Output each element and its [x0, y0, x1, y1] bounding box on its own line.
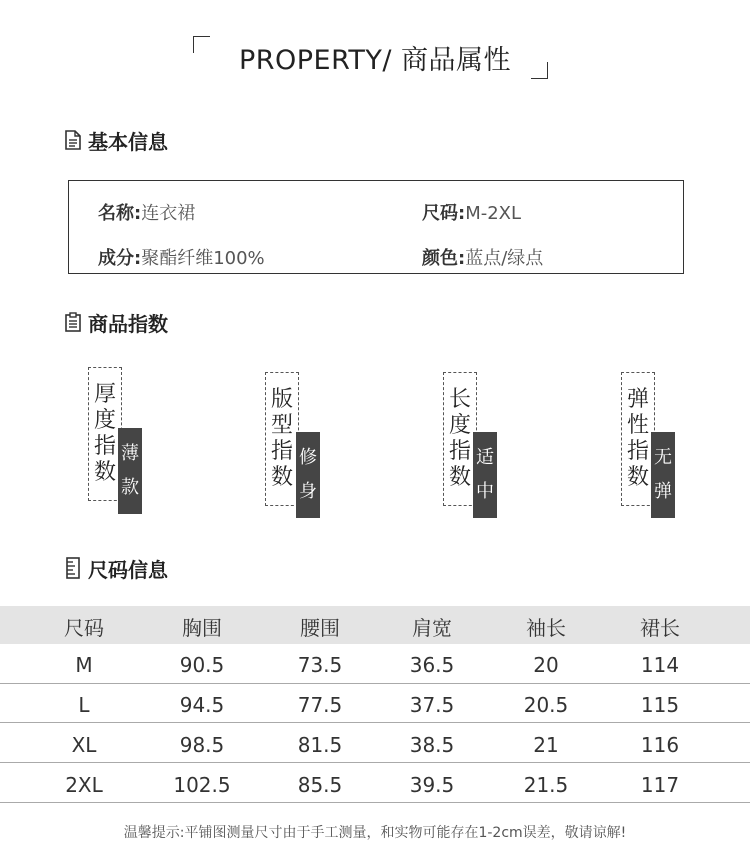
- table-row-divider: [0, 762, 750, 763]
- table-cell: 20.5: [523, 693, 569, 717]
- document-icon: [62, 129, 84, 151]
- clipboard-icon: [62, 311, 84, 333]
- index-value-elasticity: 无 弹: [651, 432, 675, 518]
- table-cell: 21: [533, 733, 559, 757]
- section-heading-basic: [62, 127, 168, 153]
- index-label-elasticity: 弹 性 指 数: [621, 372, 655, 506]
- table-cell: 116: [640, 733, 680, 757]
- disclaimer-note: 温馨提示:平铺图测量尺寸由于手工测量，和实物可能存在1-2cm误差，敬请谅解!: [123, 825, 627, 841]
- section-title: 商品指数: [88, 311, 168, 336]
- index-value-length: 适 中: [473, 432, 497, 518]
- table-cell: L: [78, 693, 90, 717]
- table-header: 袖长: [526, 616, 566, 640]
- info-material: [98, 244, 265, 270]
- table-cell: 2XL: [65, 773, 103, 797]
- table-cell: 37.5: [409, 693, 455, 717]
- table-cell: 81.5: [297, 733, 343, 757]
- table-header: 腰围: [300, 616, 340, 640]
- ruler-icon: [62, 557, 84, 579]
- section-title: 尺码信息: [88, 557, 168, 582]
- index-label-thickness: 厚 度 指 数: [88, 367, 122, 501]
- info-key: 成分:: [98, 248, 142, 269]
- table-row-divider: [0, 683, 750, 684]
- table-cell: 73.5: [297, 653, 343, 677]
- table-cell: 114: [640, 653, 680, 677]
- table-cell: 94.5: [179, 693, 225, 717]
- index-label-length: 长 度 指 数: [443, 372, 477, 506]
- index-label-fit: 版 型 指 数: [265, 372, 299, 506]
- table-cell: 115: [640, 693, 680, 717]
- info-key: 尺码:: [422, 203, 466, 224]
- info-color: [422, 244, 543, 270]
- table-row-divider: [0, 802, 750, 803]
- info-size: [422, 199, 521, 225]
- index-value-thickness: 薄 款: [118, 428, 142, 514]
- table-cell: 117: [640, 773, 680, 797]
- table-header: 胸围: [182, 616, 222, 640]
- section-title: 基本信息: [88, 129, 168, 154]
- info-value: 蓝点/绿点: [465, 248, 544, 269]
- table-header: 裙长: [640, 616, 680, 640]
- info-value: 聚酯纤维100%: [141, 248, 265, 269]
- table-cell: 38.5: [409, 733, 455, 757]
- table-cell: 20: [533, 653, 559, 677]
- page-title: PROPERTY/ 商品属性: [238, 45, 512, 76]
- info-key: 名称:: [98, 203, 142, 224]
- table-cell: 36.5: [409, 653, 455, 677]
- table-cell: XL: [71, 733, 97, 757]
- info-value: M-2XL: [465, 203, 522, 224]
- table-cell: 98.5: [179, 733, 225, 757]
- table-header: 肩宽: [412, 616, 452, 640]
- table-cell: 90.5: [179, 653, 225, 677]
- section-heading-index: [62, 309, 168, 335]
- info-name: [98, 199, 195, 225]
- info-value: 连衣裙: [141, 203, 196, 224]
- table-cell: M: [75, 653, 93, 677]
- table-cell: 21.5: [523, 773, 569, 797]
- info-key: 颜色:: [422, 248, 466, 269]
- table-cell: 85.5: [297, 773, 343, 797]
- index-value-fit: 修 身: [296, 432, 320, 518]
- table-cell: 77.5: [297, 693, 343, 717]
- table-row-divider: [0, 722, 750, 723]
- section-heading-size: [62, 555, 168, 581]
- table-header: 尺码: [64, 616, 104, 640]
- table-cell: 39.5: [409, 773, 455, 797]
- table-cell: 102.5: [173, 773, 231, 797]
